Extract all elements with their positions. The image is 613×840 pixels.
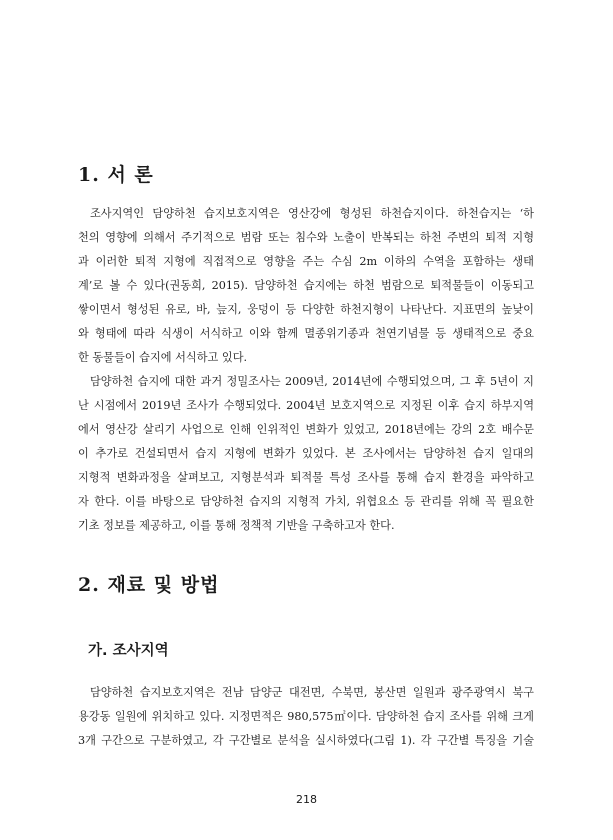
body-line: 쌓이면서 형성된 유로, 바, 늪지, 웅덩이 등 다양한 하천지형이 나타난다. 지표면의 높낮이 xyxy=(78,303,534,316)
page-number: 218 xyxy=(296,793,317,806)
body-line: 이 추가로 건설되면서 습지 지형에 변화가 있었다. 본 조사에서는 담양하천 습지 일대의 xyxy=(78,447,534,460)
body-line: 3개 구간으로 구분하였고, 각 구간별로 분석을 실시하였다(그림 1). 각 구간별 특징을 기술 xyxy=(78,734,534,747)
body-line: 조사지역인 담양하천 습지보호지역은 영산강에 형성된 하천습지이다. 하천습지는 ‘하 xyxy=(90,207,534,220)
body-line: 기초 정보를 제공하고, 이를 통해 정책적 기반을 구축하고자 한다. xyxy=(78,519,395,532)
body-line: 난 시점에서 2019년 조사가 수행되었다. 2004년 보호지역으로 지정된 이후 습지 하부지역 xyxy=(78,399,534,412)
body-line: 에서 영산강 살리기 사업으로 인해 인위적인 변화가 있었고, 2018년에는 강의 2호 배수문 xyxy=(78,423,534,436)
body-line: 용강동 일원에 위치하고 있다. 지정면적은 980,575㎡이다. 담양하천 습지 조사를 위해 크게 xyxy=(78,710,534,723)
body-line: 와 형태에 따라 식생이 서식하고 이와 함께 멸종위기종과 천연기념물 등 생태적으로 중요 xyxy=(78,327,534,340)
body-line: 자 한다. 이를 바탕으로 담양하천 습지의 지형적 가치, 위협요소 등 관리를 위해 꼭 필요한 xyxy=(78,495,534,508)
body-line: 지형적 변화과정을 살펴보고, 지형분석과 퇴적물 특성 조사를 통해 습지 환경을 파악하고 xyxy=(78,471,534,484)
section-2-heading: 2. 재료 및 방법 xyxy=(78,574,220,596)
section-1-heading: 1. 서 론 xyxy=(78,164,154,186)
body-line: 담양하천 습지에 대한 과거 정밀조사는 2009년, 2014년에 수행되었으며, 그 후 5년이 지 xyxy=(90,375,534,388)
body-line: 천의 영향에 의해서 주기적으로 범람 또는 침수와 노출이 반복되는 하천 주변의 퇴적 지형 xyxy=(78,231,534,244)
subsection-heading: 가. 조사지역 xyxy=(88,643,169,659)
body-line: 계’로 볼 수 있다(권동희, 2015). 담양하천 습지에는 하천 범람으로 퇴적물들이 이동되고 xyxy=(78,279,534,292)
body-line: 한 동물들이 습지에 서식하고 있다. xyxy=(78,351,248,364)
body-line: 과 이러한 퇴적 지형에 직접적으로 영향을 주는 수심 2m 이하의 수역을 포함하는 생태 xyxy=(78,255,534,268)
body-line: 담양하천 습지보호지역은 전남 담양군 대전면, 수북면, 봉산면 일원과 광주광역시 북구 xyxy=(90,686,534,699)
